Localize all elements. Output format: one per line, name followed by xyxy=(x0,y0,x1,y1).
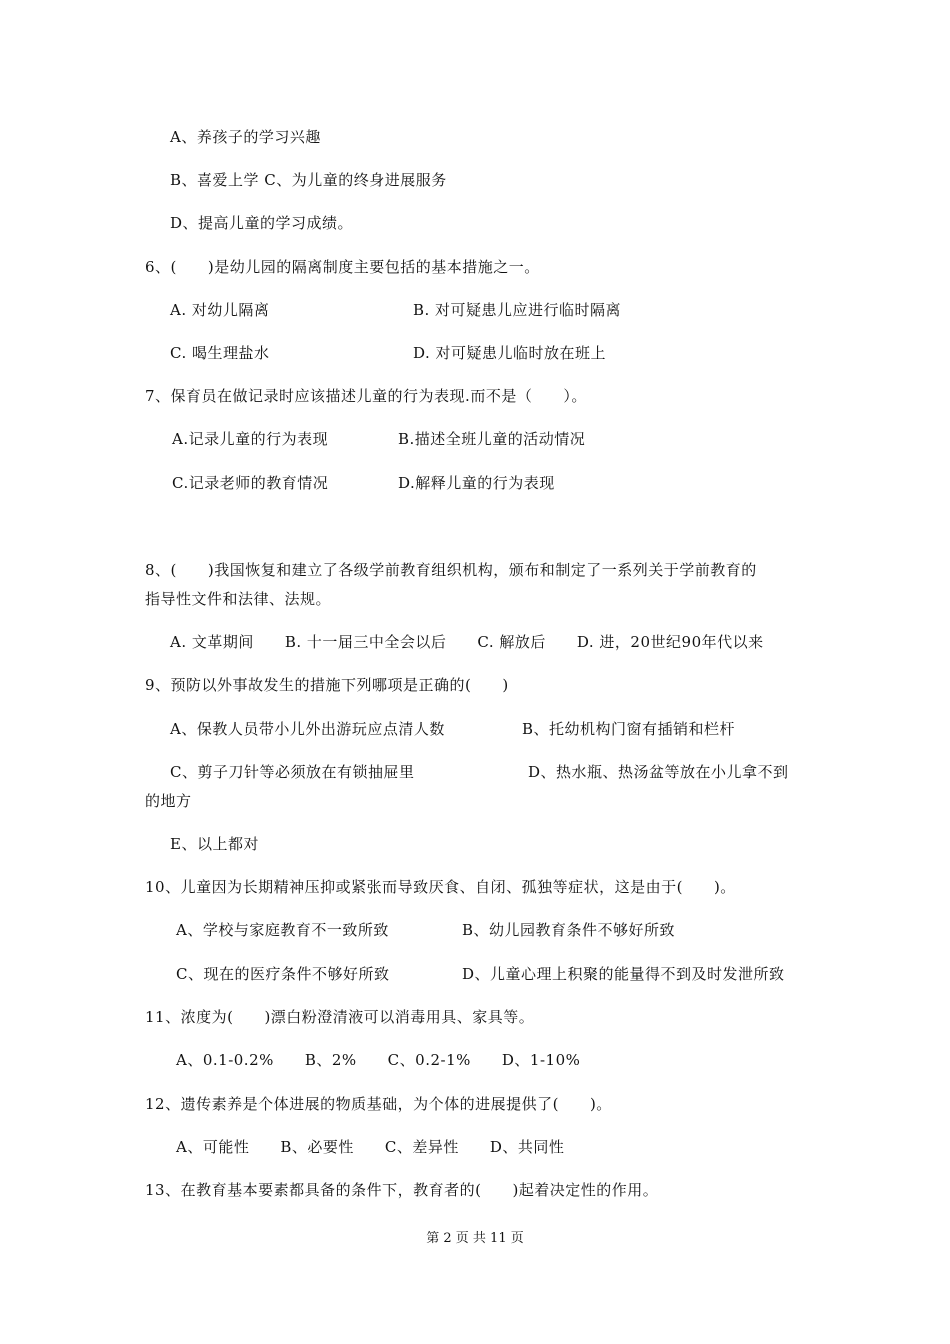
question-7: 7、保育员在做记录时应该描述儿童的行为表现.而不是（ ）。 xyxy=(145,387,587,405)
question-12-options: A、可能性 B、必要性 C、差异性 D、共同性 xyxy=(176,1138,565,1156)
page-footer: 第 2 页 共 11 页 xyxy=(426,1231,524,1246)
question-9-option-a: A、保教人员带小儿外出游玩应点清人数 xyxy=(170,720,445,738)
question-8-options: A. 文革期间 B. 十一届三中全会以后 C. 解放后 D. 进，20世纪90年代以来 xyxy=(170,633,764,651)
question-13: 13、在教育基本要素都具备的条件下，教育者的( )起着决定性的作用。 xyxy=(145,1181,659,1199)
question-8: 8、( )我国恢复和建立了各级学前教育组织机构，颁布和制定了一系列关于学前教育的 xyxy=(145,561,757,579)
question-12: 12、遗传素养是个体进展的物质基础，为个体的进展提供了( )。 xyxy=(145,1095,612,1113)
question-9-option-b: B、托幼机构门窗有插销和栏杆 xyxy=(522,720,736,738)
question-6-option-d: D. 对可疑患儿临时放在班上 xyxy=(413,344,607,362)
question-10-option-a: A、学校与家庭教育不一致所致 xyxy=(176,921,389,939)
question-9: 9、预防以外事故发生的措施下列哪项是正确的( ) xyxy=(145,676,509,694)
question-7-option-c: C.记录老师的教育情况 xyxy=(172,474,329,492)
option-line: D、提高儿童的学习成绩。 xyxy=(170,214,354,232)
option-line: A、养孩子的学习兴趣 xyxy=(170,128,321,146)
question-6-option-a: A. 对幼儿隔离 xyxy=(170,301,270,319)
question-11: 11、浓度为( )漂白粉澄清液可以消毒用具、家具等。 xyxy=(145,1008,535,1026)
question-7-option-b: B.描述全班儿童的活动情况 xyxy=(398,430,586,448)
question-10-option-d: D、儿童心理上积聚的能量得不到及时发泄所致 xyxy=(462,965,785,983)
question-10: 10、儿童因为长期精神压抑或紧张而导致厌食、自闭、孤独等症状，这是由于( )。 xyxy=(145,878,736,896)
question-7-option-a: A.记录儿童的行为表现 xyxy=(172,430,329,448)
question-8-continued: 指导性文件和法律、法规。 xyxy=(145,590,332,608)
question-9-option-d: D、热水瓶、热汤盆等放在小儿拿不到 xyxy=(528,763,789,781)
question-9-option-d-continued: 的地方 xyxy=(145,792,192,810)
question-9-option-e: E、以上都对 xyxy=(170,835,259,853)
question-6-option-c: C. 喝生理盐水 xyxy=(170,344,270,362)
option-line: B、喜爱上学 C、为儿童的终身进展服务 xyxy=(170,171,447,189)
question-6: 6、( )是幼儿园的隔离制度主要包括的基本措施之一。 xyxy=(145,258,540,276)
question-7-option-d: D.解释儿童的行为表现 xyxy=(398,474,555,492)
question-9-option-c: C、剪子刀针等必须放在有锁抽屉里 xyxy=(170,763,415,781)
question-10-option-b: B、幼儿园教育条件不够好所致 xyxy=(462,921,676,939)
question-11-options: A、0.1-0.2% B、2% C、0.2-1% D、1-10% xyxy=(176,1051,581,1069)
question-6-option-b: B. 对可疑患儿应进行临时隔离 xyxy=(413,301,622,319)
question-10-option-c: C、现在的医疗条件不够好所致 xyxy=(176,965,390,983)
